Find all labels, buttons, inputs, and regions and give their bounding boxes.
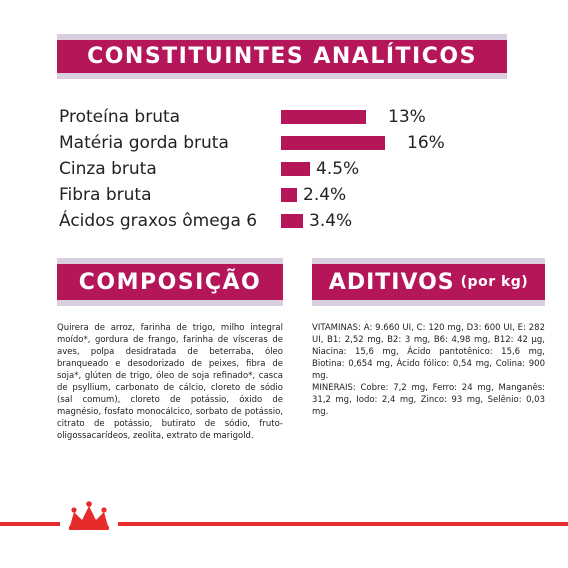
analytics-row	[59, 182, 499, 208]
analytics-row-label: Ácidos graxos ômega 6	[59, 211, 258, 231]
analytics-row-label: Matéria gorda bruta	[59, 133, 229, 153]
composition-title: COMPOSIÇÃO	[78, 269, 262, 295]
analytics-row-bar	[281, 162, 310, 176]
additives-title: ADITIVOS	[328, 269, 455, 295]
composition-text: Quirera de arroz, farinha de trigo, milho integral moído*, gordura de frango, farinha de vísceras de aves, polpa desidratada de beterraba, óleo branqueado e desodorizado de peixes, fibra de soja*, glúten de trigo, óleo de soja refinado*, casca de psyllium, carbonato de cálcio, cloreto de sódio (sal comum), cloreto de potássio, óxido de magnésio, fosfato monocálcico, sorbato de potássio, citrato de potássio, butirato de sódio, fruto-oligossacarídeos, zeolita, extrato de marigold.	[57, 323, 283, 441]
crown-logo-icon	[60, 498, 118, 532]
analytics-row-label: Proteína bruta	[59, 107, 181, 127]
analytics-row	[59, 156, 499, 182]
analytics-row-bar	[281, 188, 297, 202]
analytics-row-value: 4.5%	[316, 159, 360, 179]
analytics-row-value: 13%	[388, 107, 426, 127]
analytics-row-label: Fibra bruta	[59, 185, 152, 205]
analytics-row	[59, 208, 499, 234]
analytics-row-value: 3.4%	[309, 211, 353, 231]
analytics-title-banner	[57, 34, 507, 79]
analytics-row	[59, 104, 499, 130]
analytics-row-bar	[281, 110, 366, 124]
analytics-row-value: 16%	[407, 133, 445, 153]
vitamins-text: VITAMINAS: A: 9.660 UI, C: 120 mg, D3: 600 UI, E: 282 UI, B1: 2,52 mg, B2: 3 mg, B6: 4,98 mg, B12: 42 µg, Niacina: 15,6 mg, Ácido pantotênico: 15,6 mg, Biotina: 0,654 mg, Ácido fólico: 0,54 mg, Colina: 900 mg.	[312, 323, 545, 381]
analytics-row	[59, 130, 499, 156]
analytics-row-bar	[281, 214, 303, 228]
analytics-title: CONSTITUINTES ANALÍTICOS	[87, 44, 477, 69]
analytics-row-bar	[281, 136, 385, 150]
analytics-row-value: 2.4%	[303, 185, 347, 205]
additives-title-suffix: (por kg)	[460, 274, 529, 290]
additives-title-banner	[312, 258, 545, 306]
composition-title-banner	[57, 258, 283, 306]
analytics-row-label: Cinza bruta	[59, 159, 157, 179]
minerals-text: MINERAIS: Cobre: 7,2 mg, Ferro: 24 mg, Manganês: 31,2 mg, Iodo: 2,4 mg, Zinco: 93 mg, Selênio: 0,03 mg.	[312, 383, 545, 417]
additives-text	[312, 322, 545, 418]
